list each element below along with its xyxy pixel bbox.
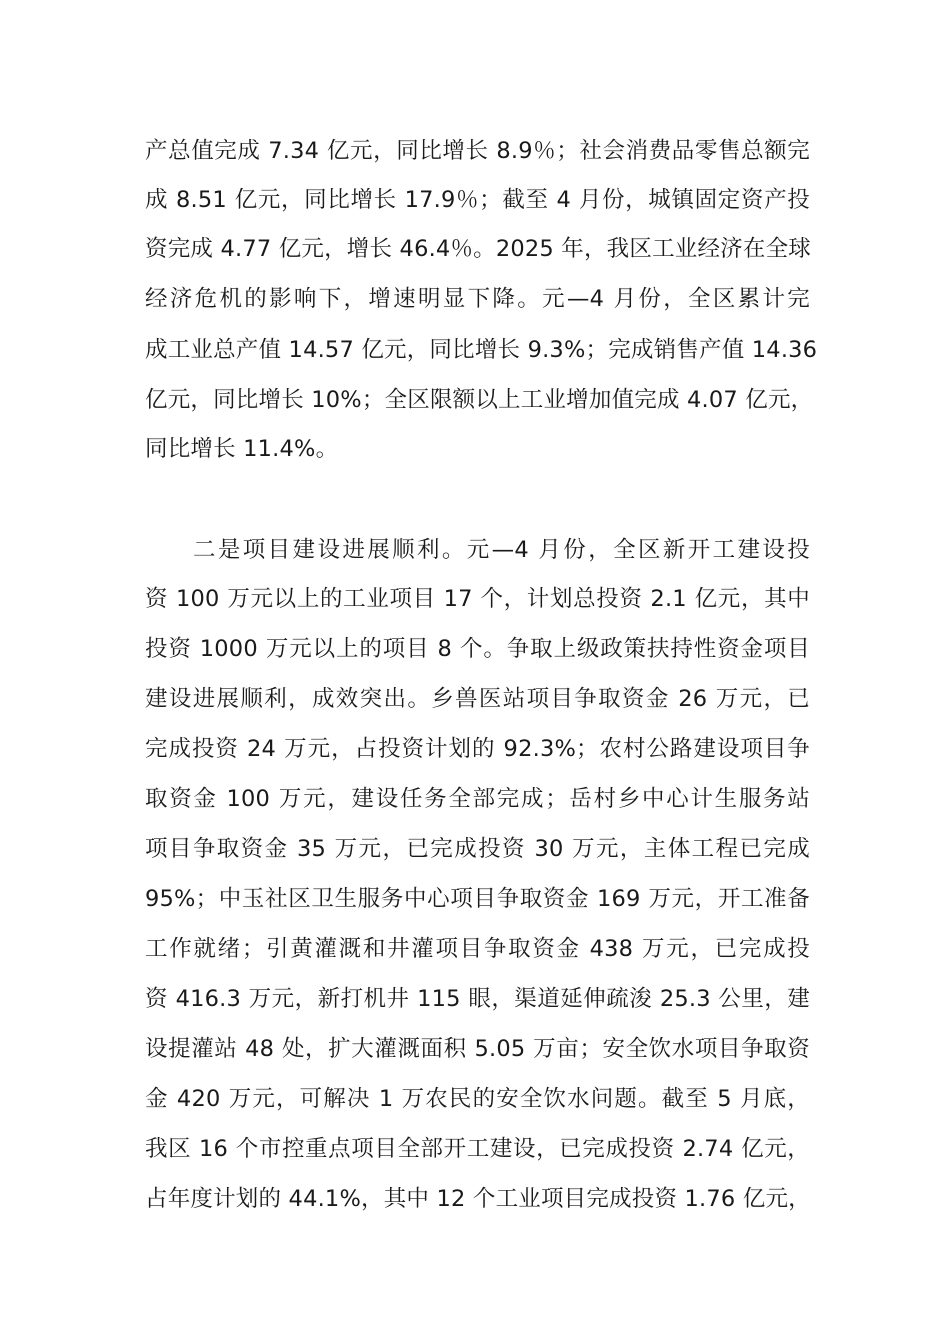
text-line: 成 8.51 亿元，同比增长 17.9％；截至 4 月份，城镇固定资产投 <box>145 187 810 213</box>
text-line: 成工业总产值 14.57 亿元，同比增长 9.3%；完成销售产值 14.36 <box>145 337 818 363</box>
text-line: 产总值完成 7.34 亿元，同比增长 8.9％；社会消费品零售总额完 <box>145 138 810 164</box>
text-line: 资 100 万元以上的工业项目 17 个，计划总投资 2.1 亿元，其中 <box>145 586 810 612</box>
text-line: 投资 1000 万元以上的项目 8 个。争取上级政策扶持性资金项目 <box>145 636 810 662</box>
text-line: 资完成 4.77 亿元，增长 46.4％。2025 年，我区工业经济在全球 <box>145 236 811 262</box>
text-line: 取资金 100 万元，建设任务全部完成；岳村乡中心计生服务站 <box>145 786 810 812</box>
text-line: 设提灌站 48 处，扩大灌溉面积 5.05 万亩；安全饮水项目争取资 <box>145 1036 810 1062</box>
text-line: 完成投资 24 万元，占投资计划的 92.3%；农村公路建设项目争 <box>145 736 810 762</box>
text-line: 二是项目建设进展顺利。元—4 月份，全区新开工建设投 <box>193 537 810 563</box>
text-line: 金 420 万元，可解决 1 万农民的安全饮水问题。截至 5 月底， <box>145 1086 810 1112</box>
text-line: 我区 16 个市控重点项目全部开工建设，已完成投资 2.74 亿元， <box>145 1136 810 1162</box>
text-line: 占年度计划的 44.1%，其中 12 个工业项目完成投资 1.76 亿元， <box>145 1186 811 1212</box>
text-line: 工作就绪；引黄灌溉和井灌项目争取资金 438 万元，已完成投 <box>145 936 810 962</box>
text-line: 95%；中玉社区卫生服务中心项目争取资金 169 万元，开工准备 <box>145 886 810 912</box>
text-line: 项目争取资金 35 万元，已完成投资 30 万元，主体工程已完成 <box>145 836 810 862</box>
text-line: 同比增长 11.4%。 <box>145 436 339 462</box>
text-line: 建设进展顺利，成效突出。乡兽医站项目争取资金 26 万元，已 <box>145 686 810 712</box>
text-line: 资 416.3 万元，新打机井 115 眼，渠道延伸疏浚 25.3 公里，建 <box>145 986 810 1012</box>
text-line: 亿元，同比增长 10%；全区限额以上工业增加值完成 4.07 亿元， <box>145 387 814 413</box>
text-line: 经济危机的影响下，增速明显下降。元—4 月份，全区累计完 <box>145 286 810 312</box>
